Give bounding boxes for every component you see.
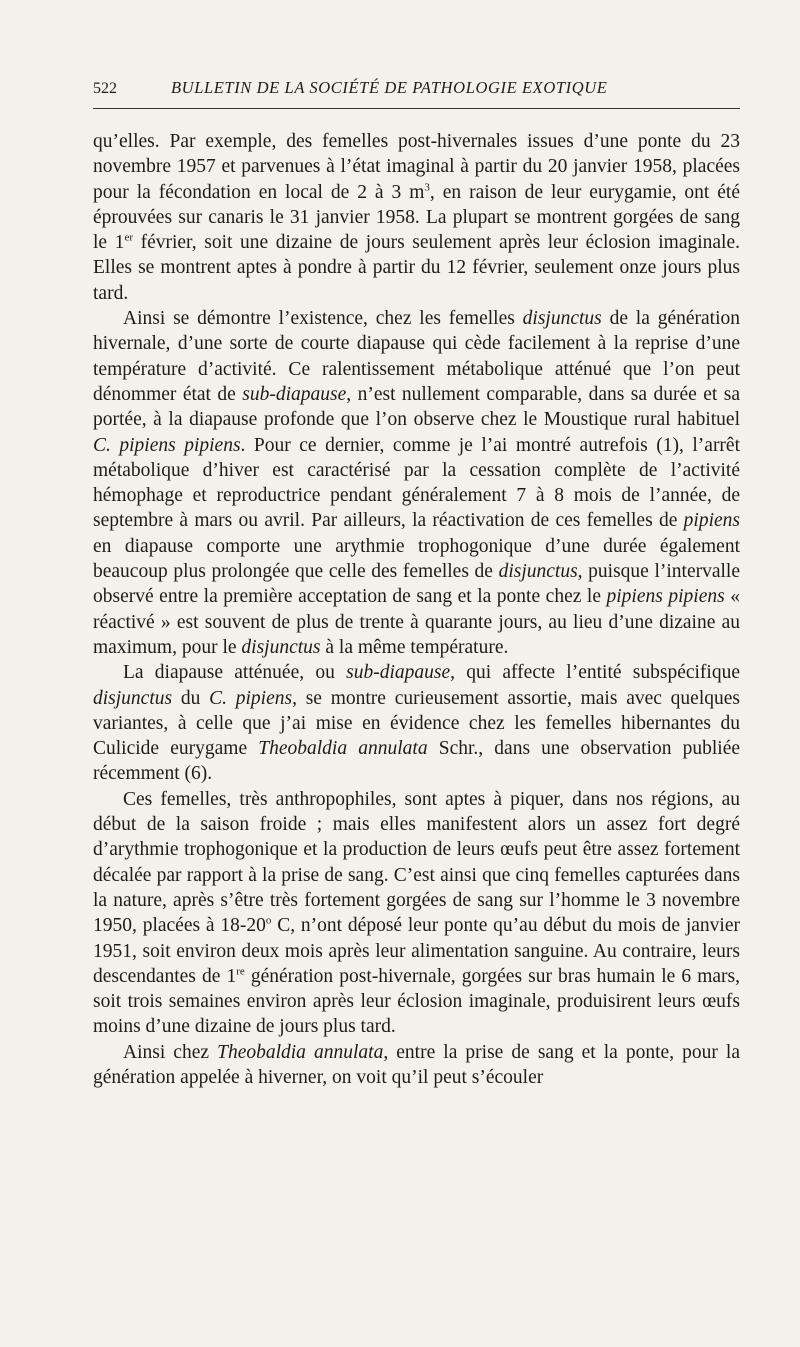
text-run: génération post-hivernale, gorgées sur bras humain le 6 mars, soit trois semaines environ après leur éclosion imaginale, produisirent leurs œufs moins d’une dizaine de jours plus tard. (93, 965, 741, 1038)
text-run: qu’elles. Par exemple, des femelles post-hivernales issues d’une ponte du 23 novembre 1957 et parvenues à l’état imaginal à partir du 20 janvier 1958, placées pour la fécondation en local de 2 à 3 m (93, 131, 740, 203)
italic-term: disjunctus (522, 308, 602, 330)
text-run: à la même température. (320, 636, 509, 658)
running-title: BULLETIN DE LA SOCIÉTÉ DE PATHOLOGIE EXOTIQUE (171, 78, 608, 97)
text-run: « réactivé » est souvent de plus de trente à quarante jours, au lieu d’une dizaine au maximum, pour le (93, 586, 740, 658)
page-number: 522 (93, 80, 117, 97)
paragraph-2 (93, 306, 740, 660)
text-run: en diapause comporte une arythmie trophogonique d’une durée également beaucoup plus prolongée que celle des femelles de (93, 535, 740, 583)
paragraph-5 (93, 1040, 740, 1091)
text-run: Ainsi chez (123, 1041, 218, 1063)
italic-term: Theobaldia annulata (217, 1041, 384, 1063)
page-header (93, 78, 740, 109)
text-run: du (172, 687, 210, 709)
text-run: , en raison de leur eurygamie, ont été éprouvées sur canaris le 31 janvier 1958. La plupart se montrent gorgées de sang le 1 (93, 181, 740, 254)
paragraph-1 (93, 129, 740, 306)
text-run: , n’est nullement comparable, dans sa durée et sa portée, à la diapause profonde que l’on observe chez le Moustique rural habituel (93, 383, 740, 431)
italic-term: disjunctus (241, 636, 321, 658)
document-page (93, 78, 740, 1090)
body-text (93, 129, 740, 1090)
italic-term: pipiens (683, 510, 740, 532)
text-run: C, n’ont déposé leur ponte qu’au début du mois de janvier 1951, soit environ deux mois après leur alimentation sanguine. Au contraire, leurs descendantes de 1 (93, 915, 740, 987)
text-run: février, soit une dizaine de jours seulement après leur éclosion imaginale. Elles se montrent aptes à pondre à partir du 12 février, seulement onze jours plus tard. (93, 232, 740, 304)
italic-term: disjunctus (93, 687, 173, 709)
text-run: Schr., dans une observation publiée récemment (6). (93, 738, 741, 785)
italic-term: sub-diapause (242, 383, 347, 405)
text-run: Ainsi se démontre l’existence, chez les femelles (123, 308, 523, 330)
superscript: o (265, 914, 272, 927)
paragraph-3 (93, 660, 740, 786)
text-run: de la génération hivernale, d’une sorte de courte diapause qui cède facilement à la reprise d’une température d’activité. Ce ralentissement métabolique atténué que l’on peut dénommer état de (93, 308, 740, 405)
text-run: . Pour ce dernier, comme je l’ai montré autrefois (1), l’arrêt métabolique d’hiver est caractérisé par la cessation complète de l’activité hémophage et reproductrice pendant généralement 7 à 8 mois de l’année, de septembre à mars ou avril. Par ailleurs, la réactivation de ces femelles de (93, 434, 741, 532)
italic-term: C. pipiens (209, 687, 293, 709)
italic-term: pipiens pipiens (606, 586, 725, 608)
paragraph-4 (93, 787, 740, 1040)
italic-term: Theobaldia annulata (258, 738, 428, 760)
text-run: Ces femelles, très anthropophiles, sont aptes à piquer, dans nos régions, au début de la saison froide ; mais elles manifestent alors un assez fort degré d’arythmie trophogonique et la production de leurs œufs peut être assez fortement décalée par rapport à la prise de sang. C’est ainsi que cinq femelles capturées dans la nature, après s’être très fortement gorgées de sang sur l’homme le 3 novembre 1950, placées à 18-20 (93, 788, 740, 937)
superscript: er (124, 231, 133, 244)
text-run: , qui affecte l’entité subspécifique (450, 662, 740, 684)
text-run: , puisque l’intervalle observé entre la première acceptation de sang et la ponte chez le (93, 561, 740, 608)
superscript: re (236, 965, 245, 978)
superscript: 3 (424, 181, 430, 194)
italic-term: C. pipiens pipiens (93, 434, 241, 456)
text-run: , entre la prise de sang et la ponte, pour la génération appelée à hiverner, on voit qu’il peut s’écouler (93, 1041, 741, 1088)
italic-term: sub-diapause (346, 662, 451, 684)
text-run: La diapause atténuée, ou (123, 662, 347, 684)
italic-term: disjunctus (498, 561, 578, 583)
text-run: , se montre curieusement assortie, mais avec quelques variantes, à celle que j’ai mise en évidence chez les femelles hibernantes du Culicide eurygame (93, 687, 740, 760)
